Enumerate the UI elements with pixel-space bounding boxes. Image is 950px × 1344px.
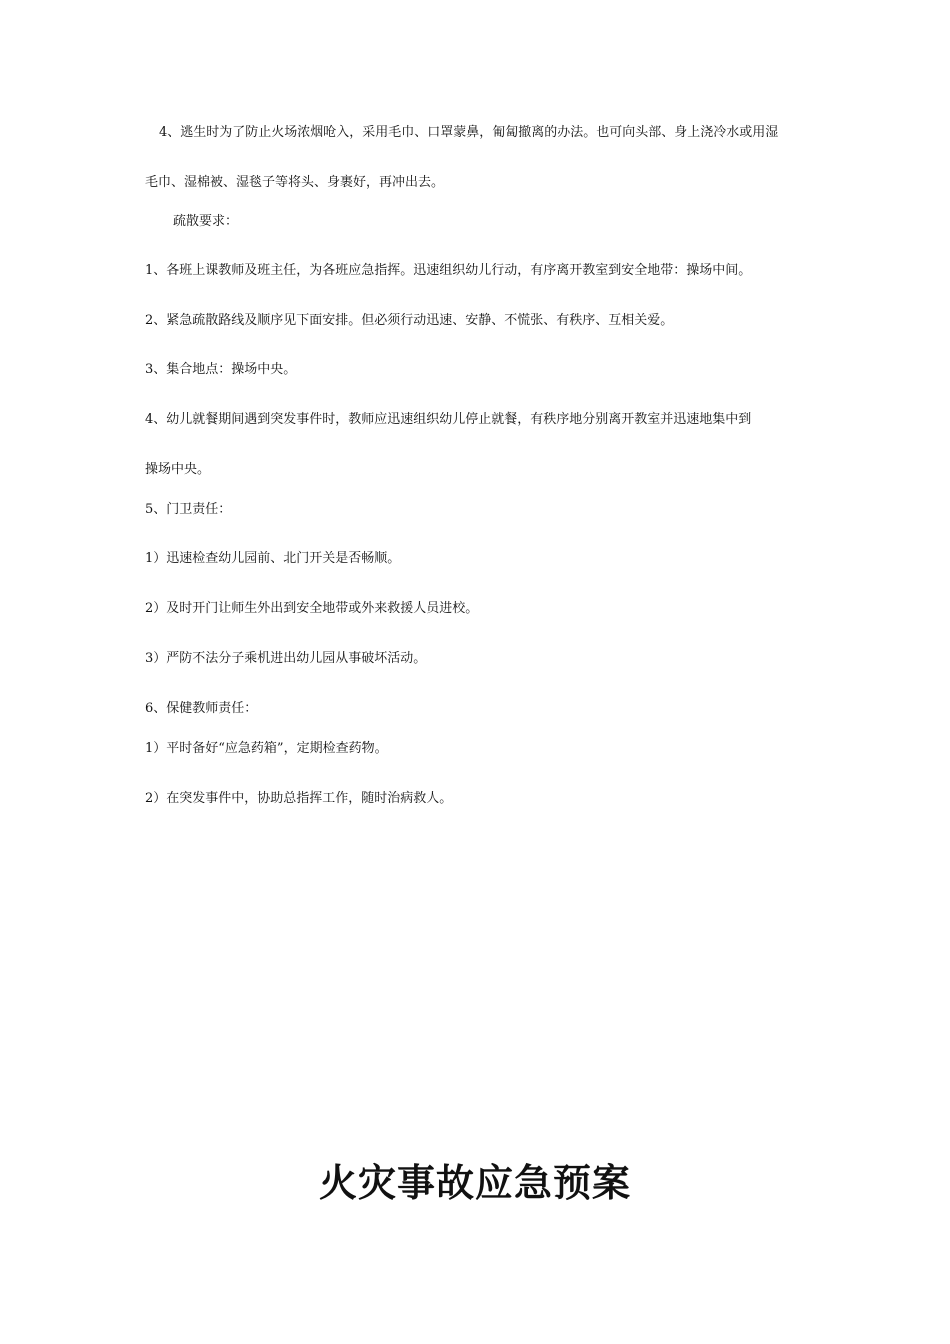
list-item-6: 6、保健教师责任： [145,701,258,716]
sub-item-5-3: 3）严防不法分子乘机进出幼儿园从事破坏活动。 [145,651,427,666]
sub-item-5-2: 2）及时开门让师生外出到安全地带或外来救援人员进校。 [145,601,479,616]
section-title: 火灾事故应急预案 [318,1161,631,1205]
list-item-1: 1、各班上课教师及班主任，为各班应急指挥。迅速组织幼儿行动，有序离开教室到安全地带：操场中间。 [145,263,752,278]
sub-item-5-1: 1）迅速检查幼儿园前、北门开关是否畅顺。 [145,551,401,566]
list-item-3: 3、集合地点：操场中央。 [145,362,297,377]
list-item-2: 2、紧急疏散路线及顺序见下面安排。但必须行动迅速、安静、不慌张、有秩序、互相关爱。 [145,313,674,328]
paragraph-escape-line-1: 4、逃生时为了防止火场浓烟呛入，采用毛巾、口罩蒙鼻，匍匐撤离的办法。也可向头部、身上浇冷水或用湿 [159,125,779,140]
list-item-5: 5、门卫责任： [145,502,232,517]
evacuation-heading: 疏散要求： [173,214,239,229]
list-item-4-line-1: 4、幼儿就餐期间遇到突发事件时，教师应迅速组织幼儿停止就餐，有秩序地分别离开教室并迅速地集中到 [145,412,752,427]
sub-item-6-1: 1）平时备好“应急药箱”，定期检查药物。 [145,741,388,756]
list-item-4-line-2: 操场中央。 [145,462,211,477]
sub-item-6-2: 2）在突发事件中，协助总指挥工作，随时治病救人。 [145,791,453,806]
paragraph-escape-line-2: 毛巾、湿棉被、湿毯子等将头、身裹好，再冲出去。 [145,175,445,190]
